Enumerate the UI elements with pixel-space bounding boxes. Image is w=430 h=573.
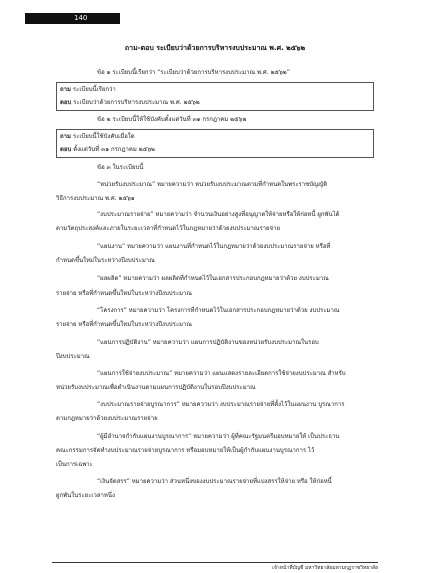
definition-line: “โครงการ” หมายความว่า โครงการที่กำหนดไว้ในเอกสารประกอบกฎหมายว่าด้วย งบประมาณ bbox=[97, 307, 340, 314]
definition-line: “แผนการใช้จ่ายงบประมาณ” หมายความว่า แผนแสดงรายละเอียดการใช้จ่ายงบประมาณ สำหรับ bbox=[97, 370, 346, 377]
page-footer: เจ้าหน้าที่บัญชี มหาวิทยาลัยมหามกุฏราชวิทยาลัย bbox=[272, 565, 378, 571]
qa-1-question-text: ระเบียบนี้เรียกว่า bbox=[72, 86, 116, 93]
definition-line: ตามวัตถุประสงค์และภายในระยะเวลาที่กำหนดไว้ในกฎหมายว่าด้วยงบประมาณรายจ่าย bbox=[56, 225, 280, 232]
definition-line: ผูกพันในระยะเวลาหนึ่ง bbox=[56, 492, 115, 499]
definition-line: เป็นการเฉพาะ bbox=[56, 461, 93, 468]
definition-line: ปีงบประมาณ bbox=[56, 353, 90, 360]
qa-2-answer-label: ตอบ bbox=[60, 146, 72, 153]
definition-line: “หน่วยรับงบประมาณ” หมายความว่า หน่วยรับงบประมาณตามที่กำหนดในพระราชบัญญัติ bbox=[97, 181, 328, 188]
qa-1-question bbox=[60, 86, 116, 94]
definition-line: “งบประมาณรายจ่าย” หมายความว่า จำนวนเงินอย่างสูงที่อนุญาตให้จ่ายหรือให้ก่อหนี้ ผูกพันได้ bbox=[97, 211, 340, 218]
qa-1-answer-text: ระเบียบว่าด้วยการบริหารงบประมาณ พ.ศ. ๒๕๖๒ bbox=[73, 99, 200, 106]
qa-2-answer bbox=[60, 146, 155, 154]
definition-line: กำหนดขึ้นใหม่ในระหว่างปีงบประมาณ bbox=[56, 257, 155, 264]
definition-line: “เงินจัดสรร” หมายความว่า ส่วนหนึ่งของงบประมาณรายจ่ายที่แบ่งสรรให้จ่าย หรือ ให้ก่อหนี้ bbox=[97, 478, 332, 485]
definition-line: “แผนการปฏิบัติงาน” หมายความว่า แผนการปฏิบัติงานของหน่วยรับงบประมาณในรอบ bbox=[97, 339, 319, 346]
definition-line: หน่วยรับงบประมาณเพื่อดำเนินงานตามแผนการปฏิบัติงานในรอบปีงบประมาณ bbox=[56, 384, 256, 391]
definition-line: “แผนงาน” หมายความว่า แผนงานที่กำหนดไว้ในกฎหมายว่าด้วยงบประมาณรายจ่าย หรือที่ bbox=[97, 243, 331, 250]
qa-1-answer bbox=[60, 99, 200, 107]
definition-line: ตามกฎหมายว่าด้วยงบประมาณรายจ่าย bbox=[56, 415, 158, 422]
qa-2-question-label: ถาม bbox=[60, 133, 71, 140]
footer-divider bbox=[52, 562, 378, 563]
qa-1-question-label: ถาม bbox=[60, 86, 71, 93]
qa-2-question-text: ระเบียบนี้ใช้บังคับเมื่อใด bbox=[72, 133, 135, 140]
qa-1-answer-label: ตอบ bbox=[60, 99, 72, 106]
definition-line: “ผู้มีอำนาจกำกับแผนงานบูรณาการ” หมายความว่า ผู้ที่คณะรัฐมนตรีมอบหมายให้ เป็นประธาน bbox=[97, 433, 340, 440]
definition-line: รายจ่าย หรือที่กำหนดขึ้นใหม่ในระหว่างปีงบประมาณ bbox=[56, 290, 192, 297]
page-number: 140 bbox=[74, 14, 88, 22]
definition-line: วิธีการงบประมาณ พ.ศ. ๒๕๖๑ bbox=[56, 195, 135, 202]
definition-line: “ผลผลิต” หมายความว่า ผลผลิตที่กำหนดไว้ในเอกสารประกอบกฎหมายว่าด้วย งบประมาณ bbox=[97, 275, 329, 282]
qa-2-answer-text: ตั้งแต่วันที่ ๓๑ กรกฎาคม ๒๕๖๒ bbox=[73, 146, 155, 153]
definition-line: คณะกรรมการจัดทำงบประมาณรายจ่ายบูรณาการ หรือมอบหมายให้เป็นผู้กำกับแผนงานบูรณาการ ไว้ bbox=[56, 447, 315, 454]
clause-3: ข้อ ๓ ในระเบียบนี้ bbox=[97, 164, 144, 171]
clause-2: ข้อ ๒ ระเบียบนี้ให้ใช้บังคับตั้งแต่วันที่ ๓๑ กรกฎาคม ๒๕๖๒ bbox=[97, 116, 247, 123]
qa-box-1 bbox=[56, 82, 374, 111]
qa-box-2 bbox=[56, 129, 374, 158]
definition-line: “งบประมาณรายจ่ายบูรณาการ” หมายความว่า งบประมาณรายจ่ายที่ตั้งไว้ในแผนงาน บูรณาการ bbox=[97, 401, 345, 408]
page-number-bar bbox=[25, 13, 120, 24]
clause-1: ข้อ ๑ ระเบียบนี้เรียกว่า “ระเบียบว่าด้วยการบริหารงบประมาณ พ.ศ. ๒๕๖๒” bbox=[97, 69, 290, 76]
page-title: ถาม-ตอบ ระเบียบว่าด้วยการบริหารงบประมาณ พ.ศ. ๒๕๖๒ bbox=[124, 44, 306, 52]
qa-2-question bbox=[60, 133, 135, 141]
definition-line: รายจ่าย หรือที่กำหนดขึ้นใหม่ในระหว่างปีงบประมาณ bbox=[56, 321, 192, 328]
